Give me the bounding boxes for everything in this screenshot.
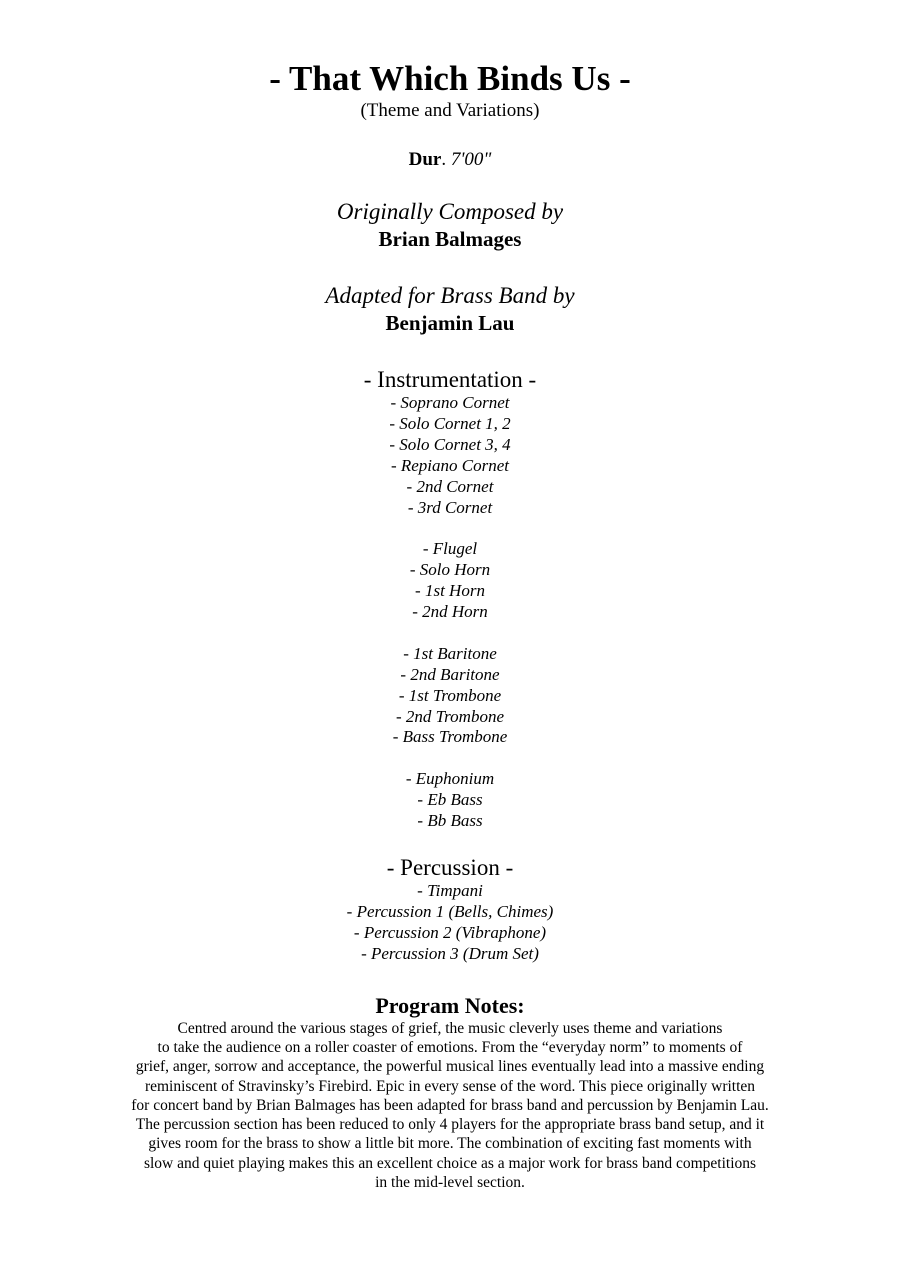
list-item: - 2nd Baritone: [400, 664, 500, 684]
list-item: - Euphonium: [405, 769, 495, 789]
list-item: - Repiano Cornet: [390, 455, 510, 475]
composer-name: Brian Balmages: [378, 227, 522, 251]
list-item: - Percussion 2 (Vibraphone): [353, 922, 547, 942]
list-item: - Percussion 3 (Drum Set): [361, 943, 539, 963]
list-item: - Soprano Cornet: [390, 393, 510, 412]
program-notes-line: Centred around the various stages of grief, the music cleverly uses theme and variations: [177, 1019, 723, 1037]
list-item: - Bass Trombone: [392, 727, 508, 747]
program-notes-line: reminiscent of Stravinsky’s Firebird. Epic in every sense of the word. This piece originally written: [144, 1077, 756, 1095]
percussion-heading: - Percussion -: [386, 854, 514, 880]
list-item: - Flugel: [422, 539, 478, 559]
instrumentation-list: [0, 393, 900, 832]
duration-value: 7'00": [450, 149, 492, 170]
list-item: - Percussion 1 (Bells, Chimes): [346, 901, 554, 921]
program-notes-line: to take the audience on a roller coaster of emotions. From the “everyday norm” to moments of: [157, 1038, 743, 1056]
program-notes-line: gives room for the brass to show a little bit more. The combination of exciting fast moments with: [148, 1135, 752, 1153]
program-notes-heading: Program Notes:: [375, 992, 525, 1018]
list-item: - Solo Horn: [409, 560, 491, 580]
list-item: - 1st Horn: [415, 581, 485, 601]
duration-line: [0, 148, 900, 172]
duration-label: Dur: [408, 149, 442, 170]
piece-title: - That Which Binds Us -: [269, 59, 631, 98]
program-notes-line: in the mid-level section.: [375, 1173, 525, 1191]
program-notes-line: grief, anger, sorrow and acceptance, the powerful musical lines eventually lead into a massive ending: [135, 1058, 765, 1076]
program-notes-line: for concert band by Brian Balmages has been adapted for brass band and percussion by Benjamin Lau.: [131, 1096, 769, 1114]
list-item: - Bb Bass: [417, 811, 483, 831]
list-item: - Solo Cornet 1, 2: [389, 413, 511, 433]
program-notes-line: The percussion section has been reduced to only 4 players for the appropriate brass band setup, and it: [135, 1116, 765, 1134]
list-item: - 3rd Cornet: [407, 497, 493, 517]
list-item: - Timpani: [417, 880, 483, 900]
arranger-role: Adapted for Brass Band by: [325, 283, 575, 308]
list-item: - 1st Baritone: [403, 643, 497, 663]
composer-role: Originally Composed by: [336, 199, 564, 224]
list-item: - Eb Bass: [417, 790, 483, 810]
list-item: - 2nd Trombone: [396, 706, 504, 726]
duration-separator: .: [441, 149, 447, 170]
list-item: - 2nd Horn: [412, 602, 488, 622]
arranger-name: Benjamin Lau: [385, 311, 515, 335]
list-item: - 2nd Cornet: [406, 476, 494, 496]
list-item: - 1st Trombone: [398, 685, 502, 705]
arranger-credit: [0, 282, 900, 337]
composer-credit: [0, 198, 900, 253]
program-notes-line: slow and quiet playing makes this an excellent choice as a major work for brass band competitions: [143, 1154, 757, 1172]
instrumentation-heading: - Instrumentation -: [363, 367, 537, 392]
list-item: - Solo Cornet 3, 4: [389, 434, 511, 454]
program-notes-body: [0, 1019, 900, 1193]
piece-subtitle: (Theme and Variations): [360, 100, 540, 121]
percussion-list: [0, 881, 900, 965]
